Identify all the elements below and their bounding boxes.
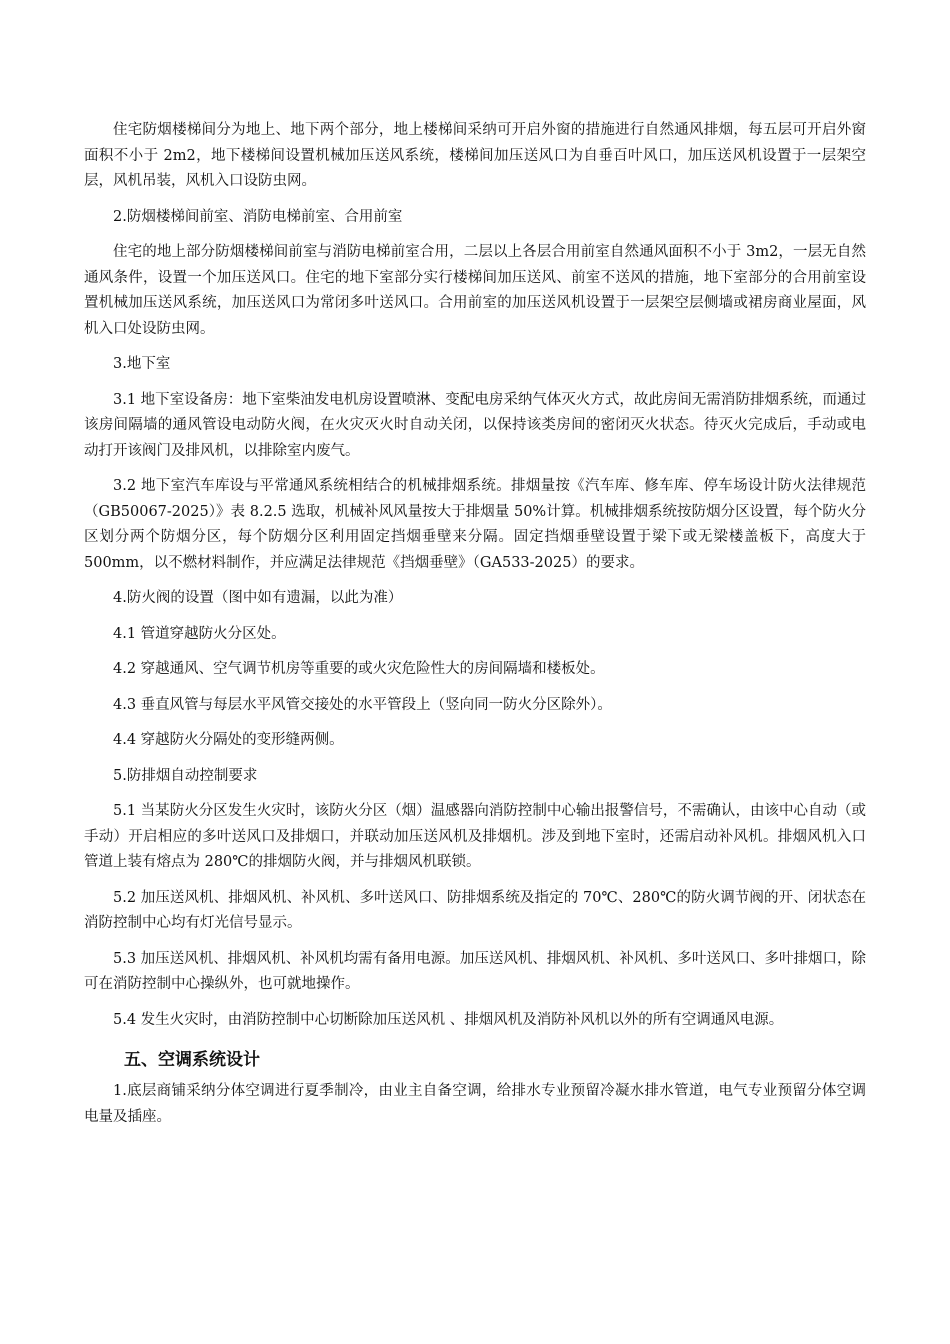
document-page <box>84 118 866 1140</box>
paragraph-control-5-1: 5.1 当某防火分区发生火灾时，该防火分区（烟）温感器向消防控制中心输出报警信号，不需确认，由该中心自动（或手动）开启相应的多叶送风口及排烟口，并联动加压送风机及排烟机。涉及到地下室时，还需启动补风机。排烟风机入口管道上装有熔点为 280℃的排烟防火阀，并与排烟风机联锁。 <box>84 803 866 870</box>
paragraph-front-rooms: 住宅的地上部分防烟楼梯间前室与消防电梯前室合用，二层以上各层合用前室自然通风面积不小于 3m2，一层无自然通风条件，设置一个加压送风口。住宅的地下室部分实行楼梯间加压送风、前室不送风的措施，地下室部分的合用前室设置机械加压送风系统，加压送风口为常闭多叶送风口。合用前室的加压送风机设置于一层架空层侧墙或裙房商业屋面，风机入口处设防虫网。 <box>84 244 866 337</box>
paragraph-ac-1: 1.底层商铺采纳分体空调进行夏季制冷，由业主自备空调，给排水专业预留冷凝水排水管道，电气专业预留分体空调电量及插座。 <box>84 1083 866 1125</box>
subheading-fire-dampers: 4.防火阀的设置（图中如有遗漏，以此为准） <box>113 590 403 606</box>
section-heading-ac-design: 五、空调系统设计 <box>124 1050 260 1070</box>
paragraph-basement-garage: 3.2 地下室汽车库设与平常通风系统相结合的机械排烟系统。排烟量按《汽车库、修车库、停车场设计防火法律规范（GB50067-2025）》表 8.2.5 选取，机械补风风量按大于排烟量 50%计算。机械排烟系统按防烟分区设置，每个防火分区划分两个防烟分区，每个防烟分区利用固定挡烟垂壁来分隔。固定挡烟垂壁设置于梁下或无梁楼盖板下，高度大于 500mm，以不燃材料制作，并应满足法律规范《挡烟垂壁》（GA533-2025）的要求。 <box>84 478 866 571</box>
paragraph-basement-equipment: 3.1 地下室设备房：地下室柴油发电机房设置喷淋、变配电房采纳气体灭火方式，故此房间无需消防排烟系统，而通过该房间隔墙的通风管设电动防火阀，在火灾灭火时自动关闭，以保持该类房间的密闭灭火状态。待灭火完成后，手动或电动打开该阀门及排风机，以排除室内废气。 <box>84 391 866 459</box>
paragraph-control-5-2: 5.2 加压送风机、排烟风机、补风机、多叶送风口、防排烟系统及指定的 70℃、280℃的防火调节阀的开、闭状态在消防控制中心均有灯光信号显示。 <box>84 889 866 931</box>
subheading-auto-control: 5.防排烟自动控制要求 <box>113 767 258 784</box>
list-item-damper-4-4: 4.4 穿越防火分隔处的变形缝两侧。 <box>113 732 344 748</box>
paragraph-control-5-4: 5.4 发生火灾时，由消防控制中心切断除加压送风机 、排烟风机及消防补风机以外的所有空调通风电源。 <box>113 1011 784 1028</box>
paragraph-control-5-3: 5.3 加压送风机、排烟风机、补风机均需有备用电源。加压送风机、排烟风机、补风机、多叶送风口、多叶排烟口，除可在消防控制中心操纵外，也可就地操作。 <box>84 950 866 992</box>
list-item-damper-4-1: 4.1 管道穿越防火分区处。 <box>113 625 286 642</box>
list-item-damper-4-3: 4.3 垂直风管与每层水平风管交接处的水平管段上（竖向同一防火分区除外）。 <box>113 696 612 713</box>
subheading-front-rooms: 2.防烟楼梯间前室、消防电梯前室、合用前室 <box>113 208 403 225</box>
subheading-basement: 3.地下室 <box>113 356 171 372</box>
paragraph-stairwell-smoke: 住宅防烟楼梯间分为地上、地下两个部分，地上楼梯间采纳可开启外窗的措施进行自然通风排烟，每五层可开启外窗面积不小于 2m2，地下楼梯间设置机械加压送风系统，楼梯间加压送风口为自垂百叶风口，加压送风机设置于一层架空层，风机吊装，风机入口设防虫网。 <box>84 122 866 189</box>
list-item-damper-4-2: 4.2 穿越通风、空气调节机房等重要的或火灾危险性大的房间隔墙和楼板处。 <box>113 661 605 677</box>
